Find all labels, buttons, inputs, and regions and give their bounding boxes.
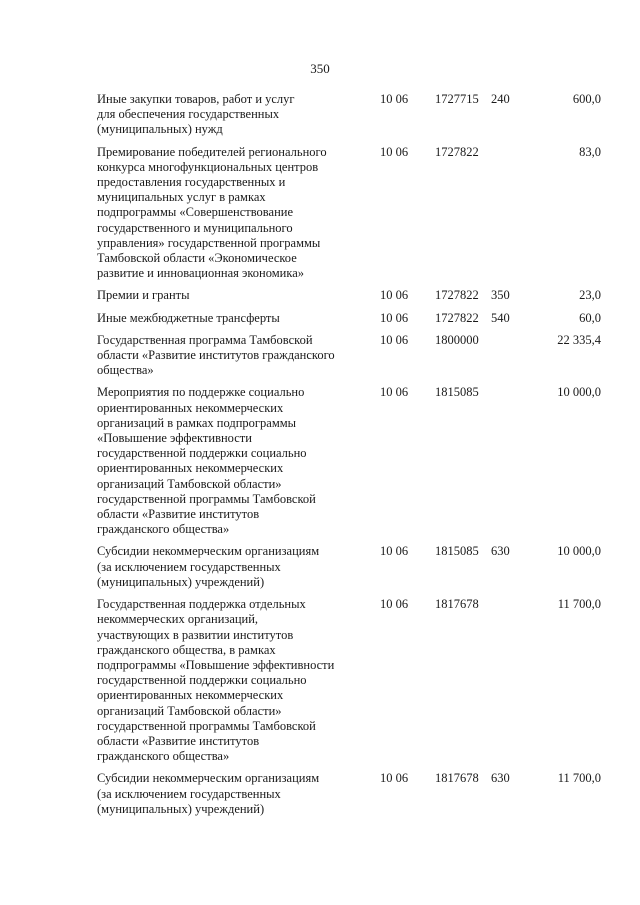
row-name: Мероприятия по поддержке социально ориентированных некоммерческих организаций в рамках подпрограммы «Повышение эффективности государственной поддержки социально ориентированных некоммерческих организаций Тамбовской области» государственной программы Тамбовской области «Развитие институтов гражданского общества»: [97, 385, 316, 537]
row-name: Субсидии некоммерческим организациям (за исключением государственных (муниципальных) учреждений): [97, 771, 320, 816]
row-target-article: 1727715: [435, 92, 479, 106]
row-target-article: 1727822: [435, 310, 479, 325]
table-row: [97, 145, 607, 282]
row-target-article: 1817678: [435, 771, 479, 786]
row-amount: 10 000,0: [557, 385, 601, 400]
row-name: Государственная программа Тамбовской области «Развитие институтов гражданского общества»: [97, 332, 335, 378]
table-row: [97, 288, 607, 303]
row-target-article: 1815085: [435, 544, 479, 559]
row-section-code: 10 06: [380, 288, 409, 303]
row-target-article: 1815085: [435, 385, 479, 400]
row-section-code: 10 06: [380, 144, 409, 159]
row-name: Государственная поддержка отдельных некоммерческих организаций, участвующих в развитии институтов гражданского общества, в рамках подпрограммы «Повышение эффективности государственной поддержки социально ориентированных некоммерческих организаций Тамбовской области» государственной программы Тамбовской области «Развитие институтов гражданского общества»: [97, 597, 335, 764]
row-target-article: 1727822: [435, 288, 479, 303]
row-target-article: 1727822: [435, 144, 479, 159]
row-name: Премирование победителей регионального конкурса многофункциональных центров предоставления государственных и муниципальных услуг в рамках подпрограммы «Совершенствование государственного и муниципального управления» государственной программы Тамбовской области «Экономическое развитие и инновационная экономика»: [97, 144, 327, 281]
row-expense-type: 240: [491, 92, 510, 106]
row-target-article: 1800000: [435, 332, 479, 347]
row-section-code: 10 06: [380, 310, 409, 325]
row-name: Субсидии некоммерческим организациям (за исключением государственных (муниципальных) учреждений): [97, 544, 320, 589]
table-row: [97, 771, 607, 817]
row-section-code: 10 06: [380, 332, 409, 347]
table-row: [97, 311, 607, 326]
row-amount: 600,0: [572, 92, 601, 106]
row-amount: 22 335,4: [557, 332, 601, 347]
row-expense-type: 630: [491, 544, 510, 559]
row-amount: 11 700,0: [557, 597, 601, 612]
row-amount: 10 000,0: [557, 544, 601, 559]
row-target-article: 1817678: [435, 597, 479, 612]
row-section-code: 10 06: [380, 385, 409, 400]
row-name: Премии и гранты: [97, 288, 190, 303]
row-section-code: 10 06: [380, 544, 409, 559]
table-row: [97, 333, 607, 379]
budget-table: [97, 92, 607, 824]
table-row: [97, 385, 607, 537]
row-name: Иные закупки товаров, работ и услуг для обеспечения государственных (муниципальных) нужд: [97, 92, 295, 137]
table-row: [97, 544, 607, 590]
row-expense-type: 540: [491, 310, 510, 325]
row-amount: 23,0: [579, 288, 601, 303]
page-number: 350: [310, 61, 330, 76]
row-section-code: 10 06: [380, 597, 409, 612]
row-amount: 83,0: [579, 144, 601, 159]
table-row: [97, 597, 607, 764]
row-amount: 60,0: [579, 310, 601, 325]
row-section-code: 10 06: [380, 92, 409, 106]
table-row: [97, 92, 607, 138]
row-section-code: 10 06: [380, 771, 409, 786]
row-expense-type: 630: [491, 771, 510, 786]
row-amount: 11 700,0: [557, 771, 601, 786]
row-expense-type: 350: [491, 288, 510, 303]
row-name: Иные межбюджетные трансферты: [97, 310, 280, 325]
